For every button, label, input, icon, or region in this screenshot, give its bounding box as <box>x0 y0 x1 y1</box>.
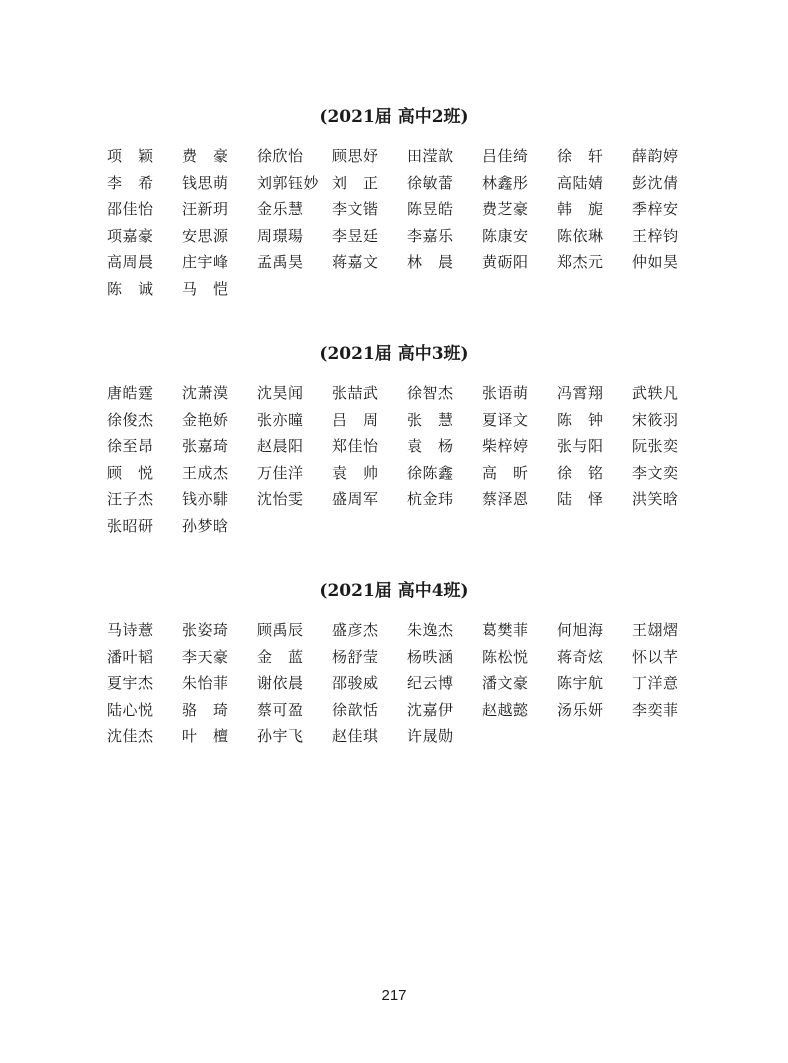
student-name: 万佳洋 <box>257 463 304 482</box>
student-name: 谢依晨 <box>257 674 304 693</box>
student-name: 袁 帅 <box>332 463 379 482</box>
student-name: 金乐慧 <box>257 200 304 219</box>
student-name: 叶 檀 <box>182 727 229 746</box>
student-name: 怀以芊 <box>632 647 679 666</box>
name-row <box>107 460 788 487</box>
student-name: 徐至昂 <box>107 437 154 456</box>
student-name: 李天豪 <box>182 647 229 666</box>
student-name: 骆 琦 <box>182 700 229 719</box>
student-name: 钱思萌 <box>182 173 229 192</box>
student-name: 夏译文 <box>482 410 529 429</box>
student-name: 高周晨 <box>107 253 154 272</box>
student-name: 顾 悦 <box>107 463 154 482</box>
student-name: 柴梓婷 <box>482 437 529 456</box>
student-name: 徐歆恬 <box>332 700 379 719</box>
student-name: 徐 铭 <box>557 463 604 482</box>
name-row <box>107 513 788 540</box>
student-name: 季梓安 <box>632 200 679 219</box>
student-name: 钱亦騑 <box>182 490 229 509</box>
name-grid <box>107 143 788 303</box>
class-section-3 <box>0 339 788 540</box>
student-name: 阮张奕 <box>632 437 679 456</box>
name-row <box>107 380 788 407</box>
student-name: 费 豪 <box>182 147 229 165</box>
student-name: 盛周军 <box>332 490 379 509</box>
student-name: 庄宇峰 <box>182 253 229 272</box>
student-name: 高陆婧 <box>557 173 604 192</box>
name-row <box>107 670 788 697</box>
student-name: 李文奕 <box>632 463 679 482</box>
student-name: 纪云博 <box>407 674 454 693</box>
class-section-4 <box>0 576 788 750</box>
student-name: 张语萌 <box>482 384 529 402</box>
student-name: 林鑫彤 <box>482 173 529 192</box>
student-name: 顾禹辰 <box>257 621 304 639</box>
student-name: 盛彦杰 <box>332 621 379 639</box>
student-name: 李嘉乐 <box>407 226 454 245</box>
student-name: 陈 钟 <box>557 410 604 429</box>
student-name: 赵越懿 <box>482 700 529 719</box>
name-row <box>107 723 788 750</box>
student-name: 马诗薏 <box>107 621 154 639</box>
student-name: 汤乐妍 <box>557 700 604 719</box>
student-name: 郑杰元 <box>557 253 604 272</box>
student-name: 朱逸杰 <box>407 621 454 639</box>
student-name: 李奕菲 <box>632 700 679 719</box>
student-name: 杭金玮 <box>407 490 454 509</box>
student-name: 沈怡雯 <box>257 490 304 509</box>
student-name: 杨昳涵 <box>407 647 454 666</box>
student-name: 汪新玥 <box>182 200 229 219</box>
student-name: 陈松悦 <box>482 647 529 666</box>
name-row <box>107 697 788 724</box>
student-name: 安思源 <box>182 226 229 245</box>
student-name: 徐陈鑫 <box>407 463 454 482</box>
student-name: 郑佳怡 <box>332 437 379 456</box>
student-name: 仲如昊 <box>632 253 679 272</box>
student-name: 薛韵婷 <box>632 147 679 165</box>
student-name: 费芝豪 <box>482 200 529 219</box>
section-title: (2021届 高中3班) <box>319 344 469 364</box>
student-name: 孙宇飞 <box>257 727 304 746</box>
student-name: 张姿琦 <box>182 621 229 639</box>
student-name: 许晟勋 <box>407 727 454 746</box>
name-row <box>107 276 788 303</box>
student-name: 赵晨阳 <box>257 437 304 456</box>
class-section-2 <box>0 102 788 303</box>
student-name: 李昱廷 <box>332 226 379 245</box>
student-name: 蒋嘉文 <box>332 253 379 272</box>
student-name: 朱怡菲 <box>182 674 229 693</box>
student-name: 徐敏蕾 <box>407 173 454 192</box>
student-name: 王梓钧 <box>632 226 679 245</box>
student-name: 徐智杰 <box>407 384 454 402</box>
student-name: 冯霄翔 <box>557 384 604 402</box>
student-name: 沈嘉伊 <box>407 700 454 719</box>
student-name: 宋筱羽 <box>632 410 679 429</box>
student-name: 李 希 <box>107 173 154 192</box>
student-name: 陆 怿 <box>557 490 604 509</box>
student-name: 邵骏威 <box>332 674 379 693</box>
name-row <box>107 249 788 276</box>
section-title: (2021届 高中4班) <box>319 581 469 601</box>
student-name: 唐皓霆 <box>107 384 154 402</box>
student-name: 沈佳杰 <box>107 727 154 746</box>
student-name: 杨舒莹 <box>332 647 379 666</box>
student-name: 陈康安 <box>482 226 529 245</box>
name-row <box>107 617 788 644</box>
name-row <box>107 170 788 197</box>
student-name: 陆心悦 <box>107 700 154 719</box>
student-name: 周璟瑒 <box>257 226 304 245</box>
name-row <box>107 223 788 250</box>
student-name: 项 颖 <box>107 147 154 165</box>
student-name: 李文锴 <box>332 200 379 219</box>
name-row <box>107 433 788 460</box>
name-grid <box>107 380 788 540</box>
student-name: 沈萧漠 <box>182 384 229 402</box>
name-row <box>107 196 788 223</box>
student-name: 张喆武 <box>332 384 379 402</box>
student-name: 孟禹昊 <box>257 253 304 272</box>
page-number: 217 <box>381 987 407 1004</box>
student-name: 韩 旎 <box>557 200 604 219</box>
name-row <box>107 486 788 513</box>
student-name: 蔡泽恩 <box>482 490 529 509</box>
student-name: 夏宇杰 <box>107 674 154 693</box>
student-name: 顾思妤 <box>332 147 379 165</box>
student-name: 王成杰 <box>182 463 229 482</box>
student-name: 邵佳怡 <box>107 200 154 219</box>
student-name: 吕佳绮 <box>482 147 529 165</box>
name-row <box>107 143 788 170</box>
student-name: 张亦曈 <box>257 410 304 429</box>
student-name: 张与阳 <box>557 437 604 456</box>
student-name: 徐 轩 <box>557 147 604 165</box>
student-name: 项嘉豪 <box>107 226 154 245</box>
student-name: 孙梦晗 <box>182 516 229 535</box>
student-name: 潘叶韬 <box>107 647 154 666</box>
student-name: 沈昊闻 <box>257 384 304 402</box>
student-name: 潘文豪 <box>482 674 529 693</box>
student-name: 丁洋意 <box>632 674 679 693</box>
student-name: 张嘉琦 <box>182 437 229 456</box>
student-name: 林 晨 <box>407 253 454 272</box>
student-name: 赵佳琪 <box>332 727 379 746</box>
student-name: 王翃熠 <box>632 621 679 639</box>
student-name: 田滢歆 <box>407 147 454 165</box>
student-name: 金艳娇 <box>182 410 229 429</box>
student-name: 葛樊菲 <box>482 621 529 639</box>
student-name: 彭沈倩 <box>632 173 679 192</box>
student-name: 刘 正 <box>332 173 379 192</box>
student-name: 何旭海 <box>557 621 604 639</box>
student-name: 马 恺 <box>182 279 229 298</box>
name-row <box>107 644 788 671</box>
student-name: 张昭研 <box>107 516 154 535</box>
student-name: 陈昱皓 <box>407 200 454 219</box>
student-name: 洪笑晗 <box>632 490 679 509</box>
student-name: 蒋奇炫 <box>557 647 604 666</box>
student-name: 徐俊杰 <box>107 410 154 429</box>
student-name: 蔡可盈 <box>257 700 304 719</box>
student-name: 袁 杨 <box>407 437 454 456</box>
student-name: 陈 诚 <box>107 279 154 298</box>
name-grid <box>107 617 788 750</box>
student-name: 汪子杰 <box>107 490 154 509</box>
name-row <box>107 407 788 434</box>
student-name: 黄砺阳 <box>482 253 529 272</box>
student-name: 武轶凡 <box>632 384 679 402</box>
student-name: 陈依琳 <box>557 226 604 245</box>
student-name: 张 慧 <box>407 410 454 429</box>
student-name: 徐欣怡 <box>257 147 304 165</box>
student-name: 金 蓝 <box>257 647 304 666</box>
student-name: 吕 周 <box>332 410 379 429</box>
student-name: 刘郭钰妙 <box>257 173 320 192</box>
student-name: 高 昕 <box>482 463 529 482</box>
student-name: 陈宇航 <box>557 674 604 693</box>
section-title: (2021届 高中2班) <box>319 107 469 127</box>
